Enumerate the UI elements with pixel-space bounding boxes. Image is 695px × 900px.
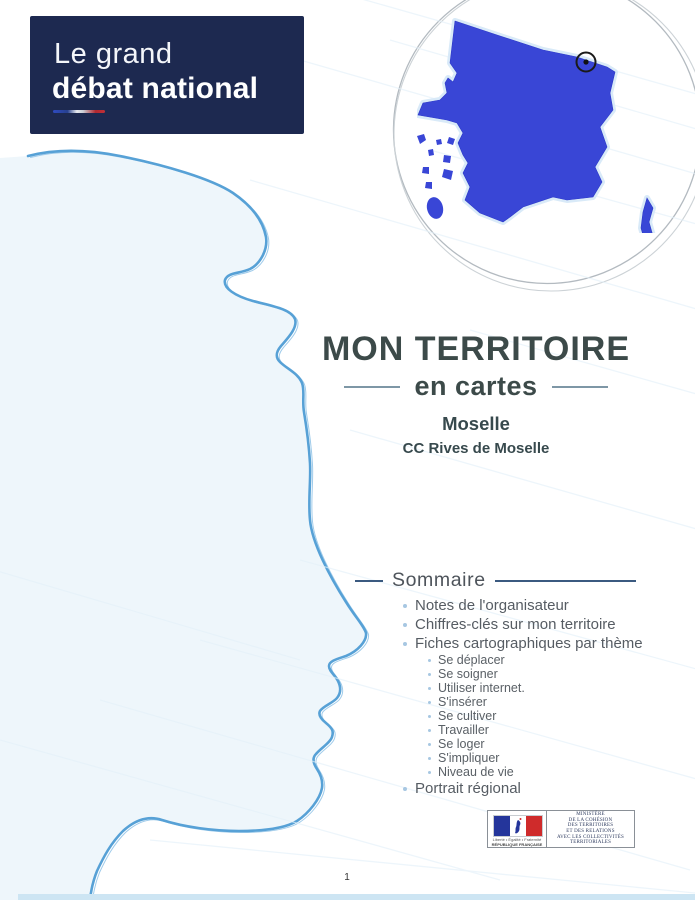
epci-name: CC Rives de Moselle xyxy=(402,440,550,457)
department-name: Moselle xyxy=(442,413,510,434)
bullet-icon xyxy=(403,787,407,791)
bullet-icon xyxy=(403,623,407,627)
theme-item-label: Se soigner xyxy=(438,667,498,681)
french-flag-icon xyxy=(493,815,543,837)
ministry-name-line: ET DES RELATIONS xyxy=(566,829,615,834)
marianne-icon xyxy=(510,817,526,837)
sommaire-dash-left xyxy=(355,580,383,582)
logo-line2: débat national xyxy=(52,72,259,105)
overseas-territories xyxy=(417,134,455,221)
tricolor-underline xyxy=(53,110,105,113)
theme-item xyxy=(428,709,683,723)
france-map xyxy=(417,18,667,233)
theme-item-label: Niveau de vie xyxy=(438,765,514,779)
theme-item-label: S'impliquer xyxy=(438,751,500,765)
bullet-icon xyxy=(428,715,431,718)
bullet-icon xyxy=(428,659,431,662)
title-dash-left xyxy=(344,386,400,388)
page-number: 1 xyxy=(344,872,350,883)
list-item-label: Notes de l'organisateur xyxy=(415,597,569,614)
list-item-label: Portrait régional xyxy=(415,780,521,797)
list-item-label: Fiches cartographiques par thème xyxy=(415,635,643,652)
bullet-icon xyxy=(428,771,431,774)
theme-item xyxy=(428,765,683,779)
bullet-icon xyxy=(428,743,431,746)
ministry-name-line: AVEC LES COLLECTIVITÉS xyxy=(556,834,625,840)
theme-item-label: Travailler xyxy=(438,723,489,737)
theme-item xyxy=(428,737,683,751)
theme-item-label: Se loger xyxy=(438,737,485,751)
sommaire-title: Sommaire xyxy=(392,569,486,591)
bullet-icon xyxy=(428,757,431,760)
ministry-name xyxy=(546,811,634,847)
bullet-icon xyxy=(428,729,431,732)
ministry-name-line: MINISTÈRE xyxy=(576,812,605,818)
theme-item xyxy=(428,751,683,765)
page-title: MON TERRITOIRE xyxy=(321,330,631,368)
list-item xyxy=(403,779,683,798)
title-dash-right xyxy=(552,386,608,388)
republique-francaise-logo xyxy=(488,811,546,847)
ministry-name-line: TERRITORIALES xyxy=(569,840,612,846)
theme-item xyxy=(428,653,683,667)
ministry-name-line: DES TERRITOIRES xyxy=(567,823,614,829)
grand-debat-logo xyxy=(30,16,304,134)
sommaire-heading xyxy=(355,569,636,592)
sommaire-list xyxy=(403,596,683,798)
bullet-icon xyxy=(403,604,407,608)
theme-item xyxy=(428,667,683,681)
page-subtitle: en cartes xyxy=(414,371,538,401)
theme-item-label: Se déplacer xyxy=(438,653,505,667)
logo-line1: Le grand xyxy=(54,38,173,70)
bullet-icon xyxy=(403,642,407,646)
list-item xyxy=(403,634,683,653)
theme-item-label: Utiliser internet. xyxy=(438,681,525,695)
theme-item xyxy=(428,681,683,695)
title-block xyxy=(300,331,652,402)
list-item xyxy=(403,596,683,615)
motto-line1: Liberté • Égalité • Fraternité xyxy=(492,837,542,842)
list-item xyxy=(403,615,683,634)
bottom-edge-bar xyxy=(18,894,695,900)
bullet-icon xyxy=(428,701,431,704)
bullet-icon xyxy=(428,687,431,690)
list-item-label: Chiffres-clés sur mon territoire xyxy=(415,616,616,633)
theme-item-label: Se cultiver xyxy=(438,709,497,723)
territory-block xyxy=(300,413,652,457)
bullet-icon xyxy=(428,673,431,676)
theme-item xyxy=(428,695,683,709)
sommaire-rule-right xyxy=(495,580,636,582)
theme-item-label: S'insérer xyxy=(438,695,487,709)
motto-line2: RÉPUBLIQUE FRANÇAISE xyxy=(491,841,543,847)
theme-item xyxy=(428,723,683,737)
ministry-name-line: DE LA COHÉSION xyxy=(568,817,613,823)
ministry-logo-block xyxy=(487,810,635,848)
